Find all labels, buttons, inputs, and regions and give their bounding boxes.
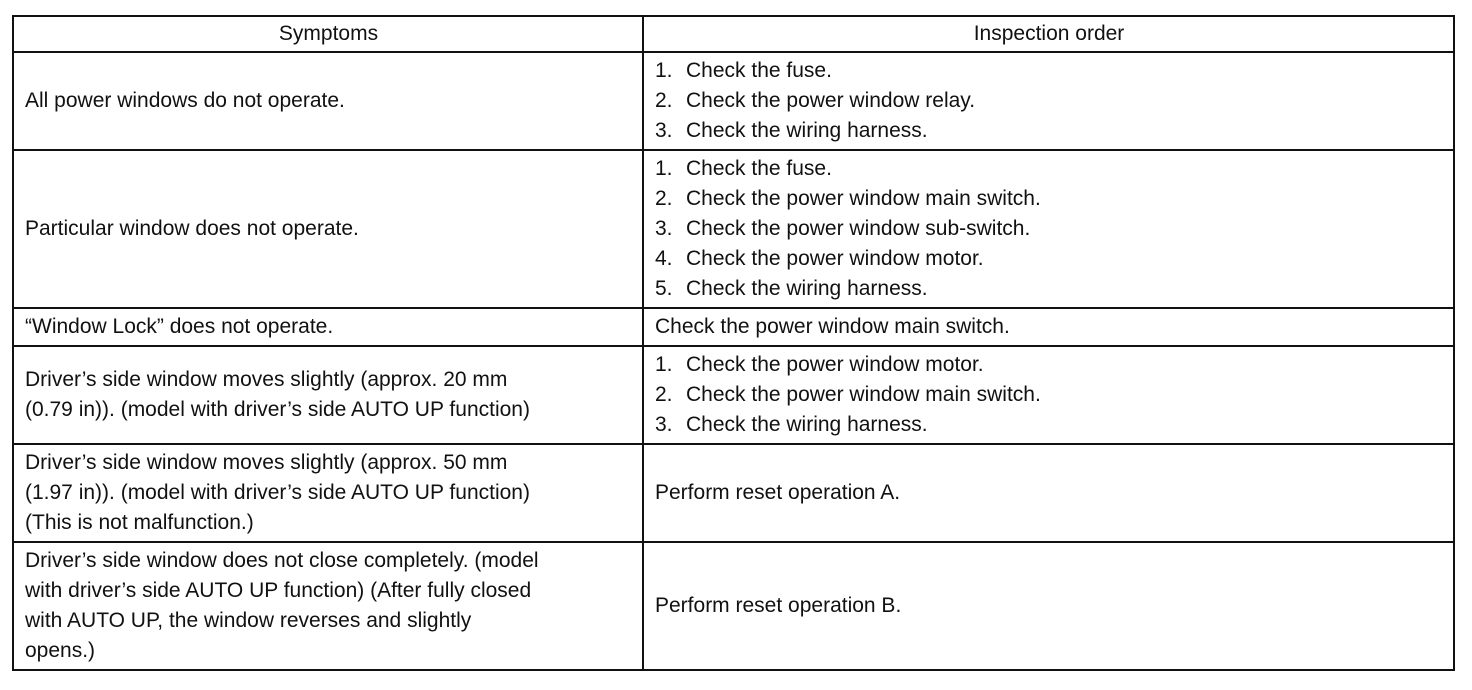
step-number: 2. bbox=[655, 383, 673, 406]
symptom-cell bbox=[13, 346, 643, 444]
symptom-line: Driver’s side window moves slightly (approx. 50 mm bbox=[25, 451, 508, 474]
step-text: Check the power window sub-switch. bbox=[686, 217, 1031, 240]
inspection-step bbox=[655, 184, 1443, 214]
table-row bbox=[13, 150, 1454, 308]
symptom-line: Driver’s side window moves slightly (approx. 20 mm bbox=[25, 368, 508, 391]
step-number: 5. bbox=[655, 277, 673, 300]
step-number: 3. bbox=[655, 119, 673, 142]
header-symptoms: Symptoms bbox=[13, 16, 643, 52]
step-text: Check the power window relay. bbox=[686, 89, 976, 112]
symptom-cell bbox=[13, 542, 643, 670]
step-text: Check the wiring harness. bbox=[686, 119, 928, 142]
step-text: Check the wiring harness. bbox=[686, 413, 928, 436]
inspection-step bbox=[655, 244, 1443, 274]
step-number: 1. bbox=[655, 59, 673, 82]
inspection-cell: Check the power window main switch. bbox=[643, 308, 1454, 346]
step-text: Check the power window main switch. bbox=[686, 187, 1041, 210]
symptom-line: with AUTO UP, the window reverses and slightly bbox=[25, 609, 472, 632]
step-text: Check the power window motor. bbox=[686, 247, 984, 270]
inspection-steps bbox=[655, 56, 1443, 146]
header-inspection-order: Inspection order bbox=[643, 16, 1454, 52]
table-row bbox=[13, 542, 1454, 670]
step-text: Check the fuse. bbox=[686, 157, 832, 180]
step-number: 3. bbox=[655, 217, 673, 240]
step-text: Check the fuse. bbox=[686, 59, 832, 82]
inspection-cell: Perform reset operation A. bbox=[643, 444, 1454, 542]
inspection-cell: Perform reset operation B. bbox=[643, 542, 1454, 670]
table-row bbox=[13, 52, 1454, 150]
symptom-line: (This is not malfunction.) bbox=[25, 511, 254, 534]
inspection-step bbox=[655, 380, 1443, 410]
inspection-cell bbox=[643, 346, 1454, 444]
inspection-step bbox=[655, 214, 1443, 244]
step-number: 4. bbox=[655, 247, 673, 270]
symptom-line: opens.) bbox=[25, 639, 96, 662]
step-number: 2. bbox=[655, 187, 673, 210]
symptom-line: Driver’s side window does not close completely. (model bbox=[25, 549, 539, 572]
table-row bbox=[13, 444, 1454, 542]
table-row bbox=[13, 308, 1454, 346]
header-row bbox=[13, 16, 1454, 52]
step-number: 3. bbox=[655, 413, 673, 436]
step-text: Check the power window motor. bbox=[686, 353, 984, 376]
inspection-steps bbox=[655, 154, 1443, 304]
step-number: 2. bbox=[655, 89, 673, 112]
symptom-line: (1.97 in)). (model with driver’s side AUTO UP function) bbox=[25, 481, 530, 504]
symptom-cell: All power windows do not operate. bbox=[13, 52, 643, 150]
inspection-step bbox=[655, 410, 1443, 440]
inspection-step bbox=[655, 154, 1443, 184]
step-text: Check the power window main switch. bbox=[686, 383, 1041, 406]
inspection-step bbox=[655, 350, 1443, 380]
symptom-line: (0.79 in)). (model with driver’s side AUTO UP function) bbox=[25, 398, 530, 421]
step-text: Check the wiring harness. bbox=[686, 277, 928, 300]
inspection-step bbox=[655, 56, 1443, 86]
step-number: 1. bbox=[655, 157, 673, 180]
symptom-cell bbox=[13, 444, 643, 542]
step-number: 1. bbox=[655, 353, 673, 376]
symptom-cell: Particular window does not operate. bbox=[13, 150, 643, 308]
troubleshooting-table bbox=[12, 15, 1455, 671]
inspection-step bbox=[655, 274, 1443, 304]
inspection-step bbox=[655, 86, 1443, 116]
table-row bbox=[13, 346, 1454, 444]
symptom-line: with driver’s side AUTO UP function) (After fully closed bbox=[25, 579, 532, 602]
inspection-cell bbox=[643, 150, 1454, 308]
inspection-steps bbox=[655, 350, 1443, 440]
inspection-step bbox=[655, 116, 1443, 146]
symptom-cell: “Window Lock” does not operate. bbox=[13, 308, 643, 346]
inspection-cell bbox=[643, 52, 1454, 150]
